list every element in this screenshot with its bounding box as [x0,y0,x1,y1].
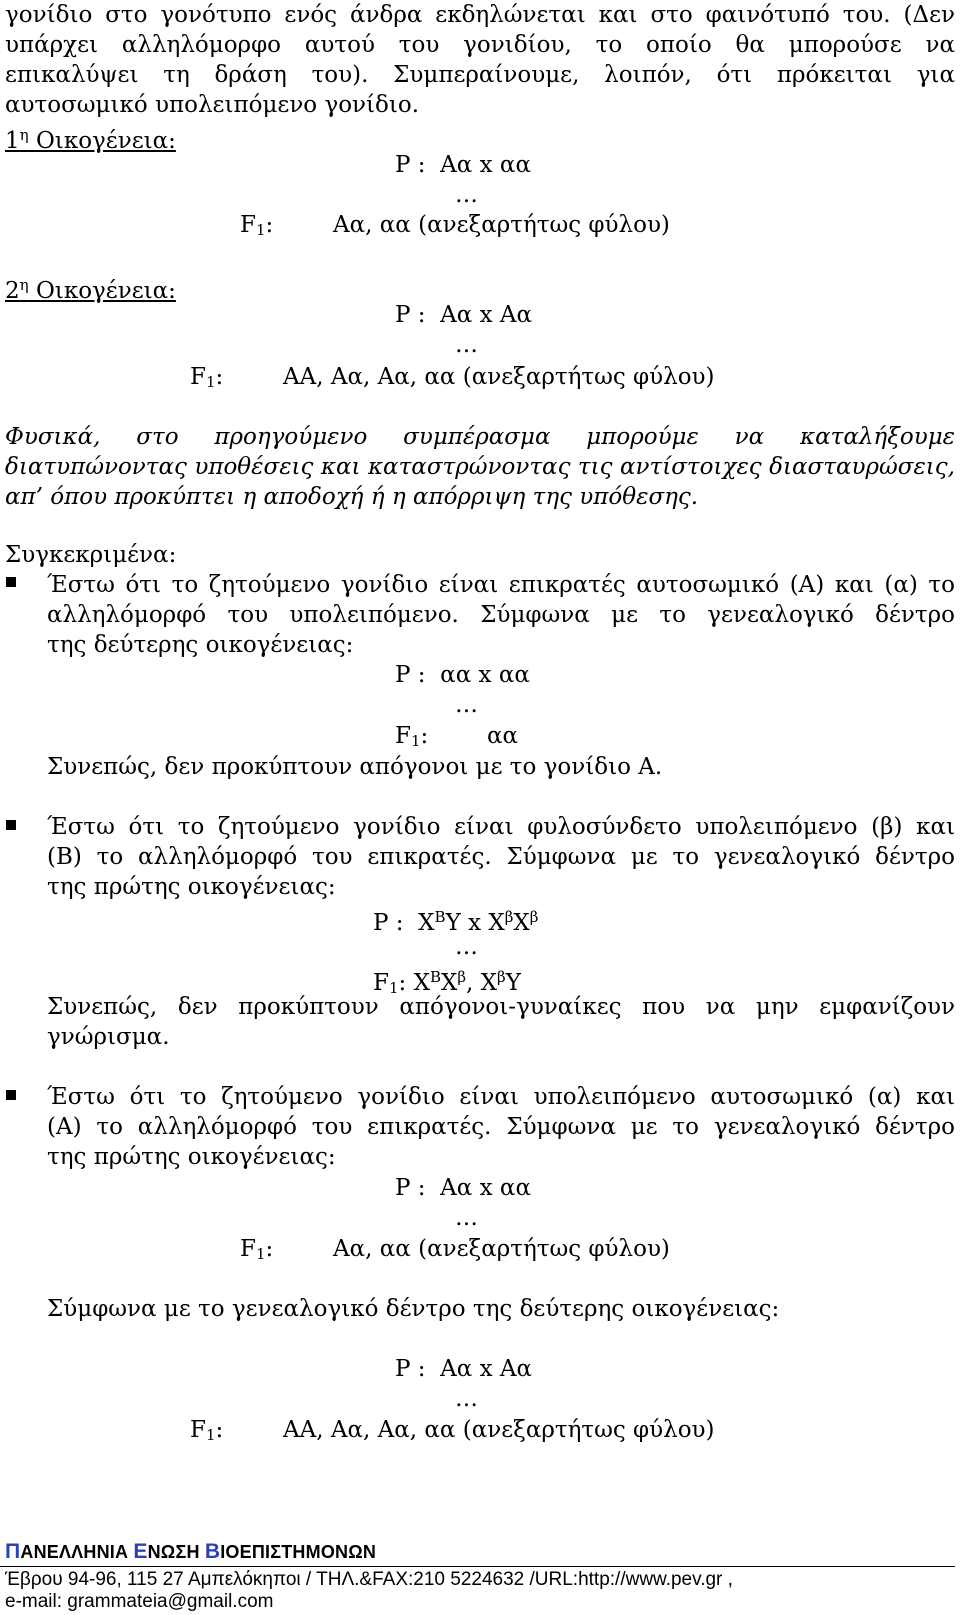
case-3-second-tree: Σύμφωνα με το γενεαλογικό δέντρο της δεύτερης οικογένειας: [47,1296,780,1322]
specifically-heading: Συγκεκριμένα: [5,542,177,568]
family-1-f1-label: $F_1$: [240,212,274,239]
case-3-dots-2: … [455,1386,478,1412]
family-2-f1-label: $F_1$: [190,364,224,391]
case-3-dots: … [455,1205,478,1231]
bullet-1 [6,577,16,587]
case-2-line-1: Έστω ότι το ζητούμενο γονίδιο είναι φυλοσύνδετο υπολειπόμενο (β) και [47,814,955,840]
case-2-dots: … [455,934,478,960]
family-1-dots: … [455,182,478,208]
case-2-line-2: (Β) το αλληλόμορφό του επικρατές. Σύμφωνα με το γενεαλογικό δέντρο [47,844,955,870]
footer-org-name [5,1540,376,1564]
case-3-line-2: (Α) το αλληλόμορφό του επικρατές. Σύμφωνα με το γενεαλογικό δέντρο [47,1114,955,1140]
family-1-f1-result: Αα, αα (ανεξαρτήτως φύλου) [333,212,670,238]
intro-line-3: επικαλύψει τη δράση του). Συμπεραίνουμε, λοιπόν, ότι πρόκειται για [5,62,955,88]
family-2-dots: … [455,332,478,358]
intro-line-1: γονίδιο στο γονότυπο ενός άνδρα εκδηλώνεται και στο φαινότυπό του. (Δεν [5,2,955,28]
italic-para-line-2: διατυπώνοντας υποθέσεις και καταστρώνοντας τις αντίστοιχες διασταυρώσεις, [5,454,955,480]
intro-line-2: υπάρχει αλληλόμορφο αυτού του γονιδίου, το οποίο θα μπορούσε να [5,32,955,58]
case-1-parents: P : αα x αα [395,662,530,688]
case-3-f1-result-2: ΑΑ, Αα, Αα, αα (ανεξαρτήτως φύλου) [283,1417,715,1443]
case-1-dots: … [455,692,478,718]
case-3-line-1: Έστω ότι το ζητούμενο γονίδιο είναι υπολειπόμενο αυτοσωμικό (α) και [47,1084,955,1110]
case-3-f1-label: $F_1$: [240,1236,274,1263]
case-1-line-3: της δεύτερης οικογένειας: [47,632,354,658]
family-2-parents: P : Αα x Αα [395,302,533,328]
italic-para-line-1: Φυσικά, στο προηγούμενο συμπέρασμα μπορούμε να καταλήξουμε [5,424,955,450]
case-3-line-3: της πρώτης οικογένειας: [47,1144,336,1170]
footer-address: Έβρου 94-96, 115 27 Αμπελόκηποι / ΤΗΛ.&FAX:210 5224632 /URL:http://www.pev.gr , [5,1569,733,1590]
case-2-parents: P : $X^BY$ x $X^\beta X^\beta$ [373,908,539,936]
case-1-f1-result: αα [487,723,519,749]
bullet-3 [6,1090,16,1100]
case-1-line-2: αλληλόμορφό του υπολειπόμενο. Σύμφωνα με το γενεαλογικό δέντρο [47,602,955,628]
org-initial-1: Π [5,1540,21,1563]
family-1-parents: P : Αα x αα [395,152,531,178]
org-initial-2: Ε [133,1540,148,1563]
italic-para-line-3: απ’ όπου προκύπτει η αποδοχή ή η απόρριψη της υπόθεσης. [5,484,699,510]
case-1-line-1: Έστω ότι το ζητούμενο γονίδιο είναι επικρατές αυτοσωμικό (Α) και (α) το [47,572,955,598]
case-3-parents: P : Αα x αα [395,1175,531,1201]
case-3-f1-result: Αα, αα (ανεξαρτήτως φύλου) [333,1236,670,1262]
footer-divider [0,1566,955,1567]
case-2-f1-result: $F_1$: $X^BX^\beta$, $X^\beta Y$ [373,968,521,997]
case-3-parents-2: P : Αα x Αα [395,1356,533,1382]
case-2-line-3: της πρώτης οικογένειας: [47,874,336,900]
case-1-f1-label: $F_1$: [395,723,429,750]
case-3-f1-label-2: $F_1$: [190,1417,224,1444]
bullet-2 [6,820,16,830]
org-word-1: ΑΝΕΛΛΗΝΙΑ [20,1542,134,1562]
org-word-3: ΙΟΕΠΙΣΤΗΜΟΝΩΝ [220,1542,377,1562]
case-2-conclusion-line-2: γνώρισμα. [47,1024,170,1050]
family-1-heading: $1^\eta$ Οικογένεια: [5,126,176,154]
intro-line-4: αυτοσωμικό υπολειπόμενο γονίδιο. [5,92,420,118]
org-initial-3: Β [204,1540,221,1563]
family-2-heading: $2^\eta$ Οικογένεια: [5,276,176,304]
case-1-conclusion: Συνεπώς, δεν προκύπτουν απόγονοι με το γονίδιο Α. [47,754,663,780]
family-2-f1-result: ΑΑ, Αα, Αα, αα (ανεξαρτήτως φύλου) [283,364,715,390]
org-word-2: ΝΩΣΗ [147,1542,205,1562]
case-2-conclusion-line-1: Συνεπώς, δεν προκύπτουν απόγονοι-γυναίκες που να μην εμφανίζουν [47,994,955,1020]
footer-email: e-mail: grammateia@gmail.com [5,1591,274,1612]
